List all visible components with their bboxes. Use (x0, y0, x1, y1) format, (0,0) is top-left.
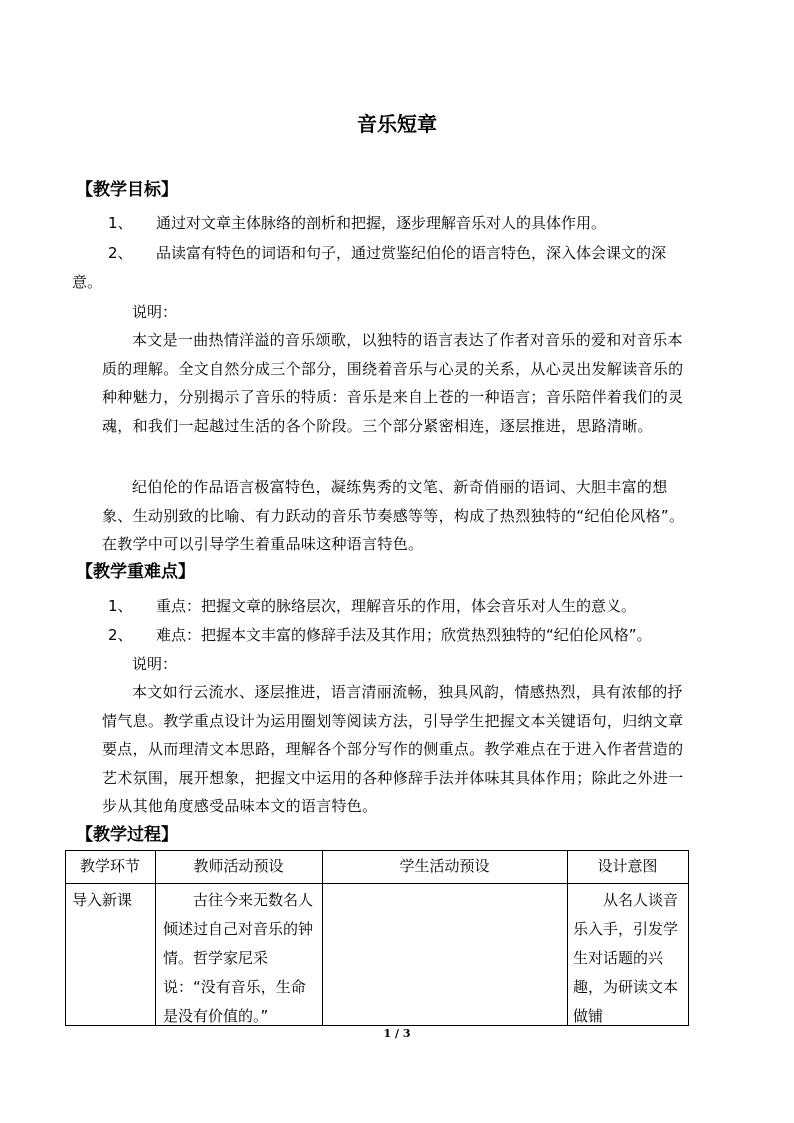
table-header-teacher: 教师活动预设 (193, 857, 284, 875)
table-header-intent: 设计意图 (597, 857, 658, 875)
goal-item-2-continuation: 意。 (72, 273, 103, 291)
table-cell-intent: 从名人谈音乐入手，引发学生对话题的兴趣，为研读文本做铺 (573, 891, 679, 1025)
section-heading-process: 【教学过程】 (76, 825, 178, 845)
goal-item-text: 品读富有特色的词语和句子，通过赏鉴纪伯伦的语言特色，深入体会课文的深 (156, 244, 667, 262)
table-cell-teacher: 古往今来无数名人倾述过自己对音乐的钟情。哲学家尼采说：“没有音乐，生命是没有价值的。” (163, 891, 314, 1025)
keypoint-item-1 (108, 594, 636, 618)
goal-item-2 (108, 241, 666, 265)
note-label: 说明： (132, 655, 178, 673)
table-cell-stage: 导入新课 (72, 891, 133, 909)
page-number: 1 / 3 (383, 1027, 411, 1040)
keypoint-item-2 (108, 623, 652, 647)
keypoints-description-paragraph: 本文如行云流水、逐层推进，语言清丽流畅，独具风韵，情感热烈，具有浓郁的抒情气息。教学重点设计为运用圈划等阅读方法，引导学生把握文本关键语句，归纳文章要点，从而理清文本思路，理解各个部分写作的侧重点。教学难点在于进入作者营造的艺术氛围，展开想象，把握文中运用的各种修辞手法并体味其具体作用；除此之外进一步从其他角度感受品味本文的语言特色。 (102, 683, 684, 815)
table-header-stage: 教学环节 (79, 857, 140, 875)
keypoint-item-number: 1、 (108, 597, 133, 615)
section-heading-goals: 【教学目标】 (76, 180, 178, 200)
keypoint-item-text: 难点：把握本文丰富的修辞手法及其作用；欣赏热烈独特的“纪伯伦风格”。 (156, 626, 652, 644)
table-border (65, 850, 689, 851)
table-border (688, 850, 689, 1026)
table-header-student: 学生活动预设 (399, 857, 490, 875)
goals-language-paragraph: 纪伯伦的作品语言极富特色，凝练隽秀的文笔、新奇俏丽的语词、大胆丰富的想象、生动别致的比喻、有力跃动的音乐节奏感等等，构成了热烈独特的“纪伯伦风格”。在教学中可以引导学生着重品味这种语言特色。 (102, 478, 685, 553)
goal-item-number: 1、 (108, 214, 133, 232)
goals-description-paragraph: 本文是一曲热情洋溢的音乐颂歌，以独特的语言表达了作者对音乐的爱和对音乐本质的理解。全文自然分成三个部分，围绕着音乐与心灵的关系，从心灵出发解读音乐的种种魅力，分别揭示了音乐的特质：音乐是来自上苍的一种语言；音乐陪伴着我们的灵魂，和我们一起越过生活的各个阶段。三个部分紧密相连，逐层推进，思路清晰。 (102, 331, 684, 435)
keypoint-item-number: 2、 (108, 626, 133, 644)
section-heading-keypoints: 【教学重难点】 (76, 562, 195, 582)
table-header-divider (65, 883, 689, 884)
process-table (65, 850, 689, 1026)
goal-item-1 (108, 211, 606, 235)
keypoint-item-text: 重点：把握文章的脉络层次，理解音乐的作用，体会音乐对人生的意义。 (156, 597, 637, 615)
page-title: 音乐短章 (357, 112, 437, 136)
goal-item-text: 通过对文章主体脉络的剖析和把握，逐步理解音乐对人的具体作用。 (156, 214, 607, 232)
note-label: 说明： (132, 303, 178, 321)
goal-item-number: 2、 (108, 244, 133, 262)
